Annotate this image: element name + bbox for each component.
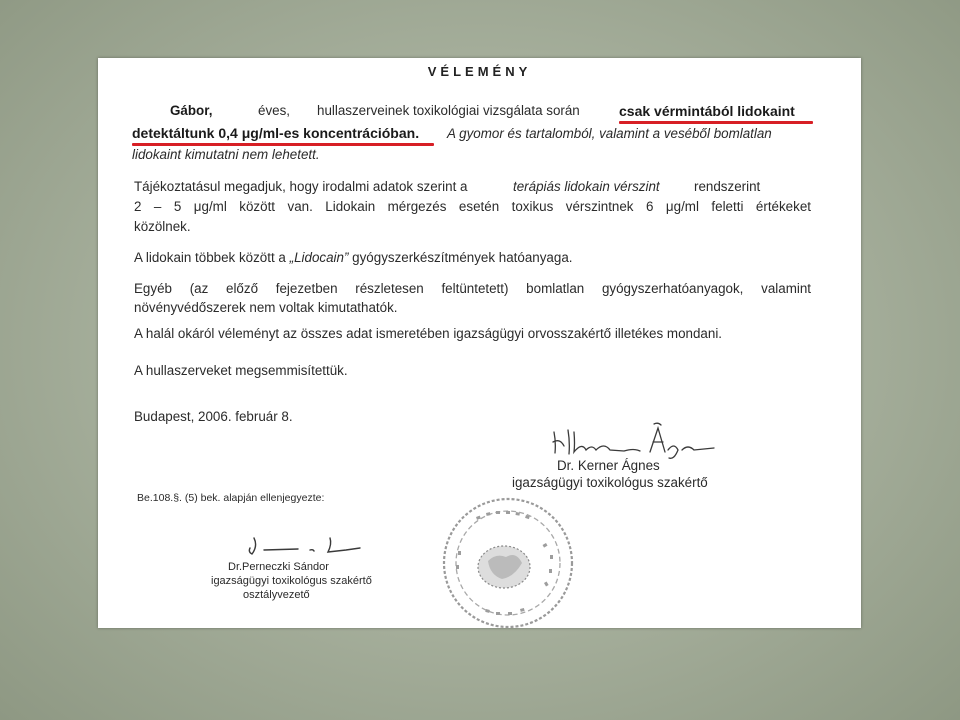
document-date: Budapest, 2006. február 8. <box>134 409 293 424</box>
p3-a: A lidokain többek között a <box>134 250 286 265</box>
p2-line1-b: rendszerint <box>694 179 761 194</box>
official-stamp <box>436 491 576 631</box>
p4-line2: növényvédőszerek nem voltak kimutathatók. <box>134 300 398 315</box>
p3-italic: „Lidocain” <box>289 250 349 265</box>
signer2-role: igazságügyi toxikológus szakértő <box>211 575 372 587</box>
p3-b: gyógyszerkészítmények hatóanyaga. <box>352 250 573 265</box>
p1-line1-age: éves, <box>258 103 291 118</box>
p1-line1-bold: csak vérmintából lidokaint <box>619 103 795 119</box>
document-title: VÉLEMÉNY <box>427 64 532 79</box>
signer1-role: igazságügyi toxikológus szakértő <box>512 475 708 490</box>
p6-text: A hullaszerveket megsemmisítettük. <box>134 363 348 378</box>
document-page <box>98 58 861 628</box>
signer2-name: Dr.Perneczki Sándor <box>228 561 329 573</box>
p5-text: A halál okáról véleményt az összes adat ismeretében igazságügyi orvosszakértő illetékes mondani. <box>134 326 723 341</box>
signer1-name: Dr. Kerner Ágnes <box>557 458 660 473</box>
countersign-note: Be.108.§. (5) bek. alapján ellenjegyezte: <box>137 492 325 504</box>
p2-line3: közölnek. <box>134 219 191 234</box>
red-underline-1 <box>619 121 813 124</box>
p1-line1-text: hullaszerveinek toxikológiai vizsgálata során <box>317 103 580 118</box>
p1-line3-italic: lidokaint kimutatni nem lehetett. <box>132 147 320 162</box>
p1-name: Gábor, <box>170 103 213 118</box>
p1-line1-name <box>170 102 212 120</box>
p4-line1: Egyéb (az előző fejezetben részletesen feltüntetett) bomlatlan gyógyszerhatóanyagok, valamint <box>134 281 811 296</box>
p3-text <box>134 249 572 267</box>
p1-line2-bold: detektáltunk 0,4 μg/ml-es koncentrációban. <box>132 125 420 141</box>
p2-line2: 2 – 5 μg/ml között van. Lidokain mérgezés esetén toxikus vérszintnek 6 μg/ml feletti értékeket <box>134 199 811 214</box>
p1-line2-italic: A gyomor és tartalomból, valamint a veséből bomlatlan <box>447 126 772 141</box>
p2-line1-a: Tájékoztatásul megadjuk, hogy irodalmi adatok szerint a <box>134 179 468 194</box>
signer2-position: osztályvezető <box>243 589 310 601</box>
p2-line1-italic: terápiás lidokain vérszint <box>513 179 660 194</box>
signature-kerner <box>548 420 723 462</box>
signature-perneczki <box>238 534 368 560</box>
